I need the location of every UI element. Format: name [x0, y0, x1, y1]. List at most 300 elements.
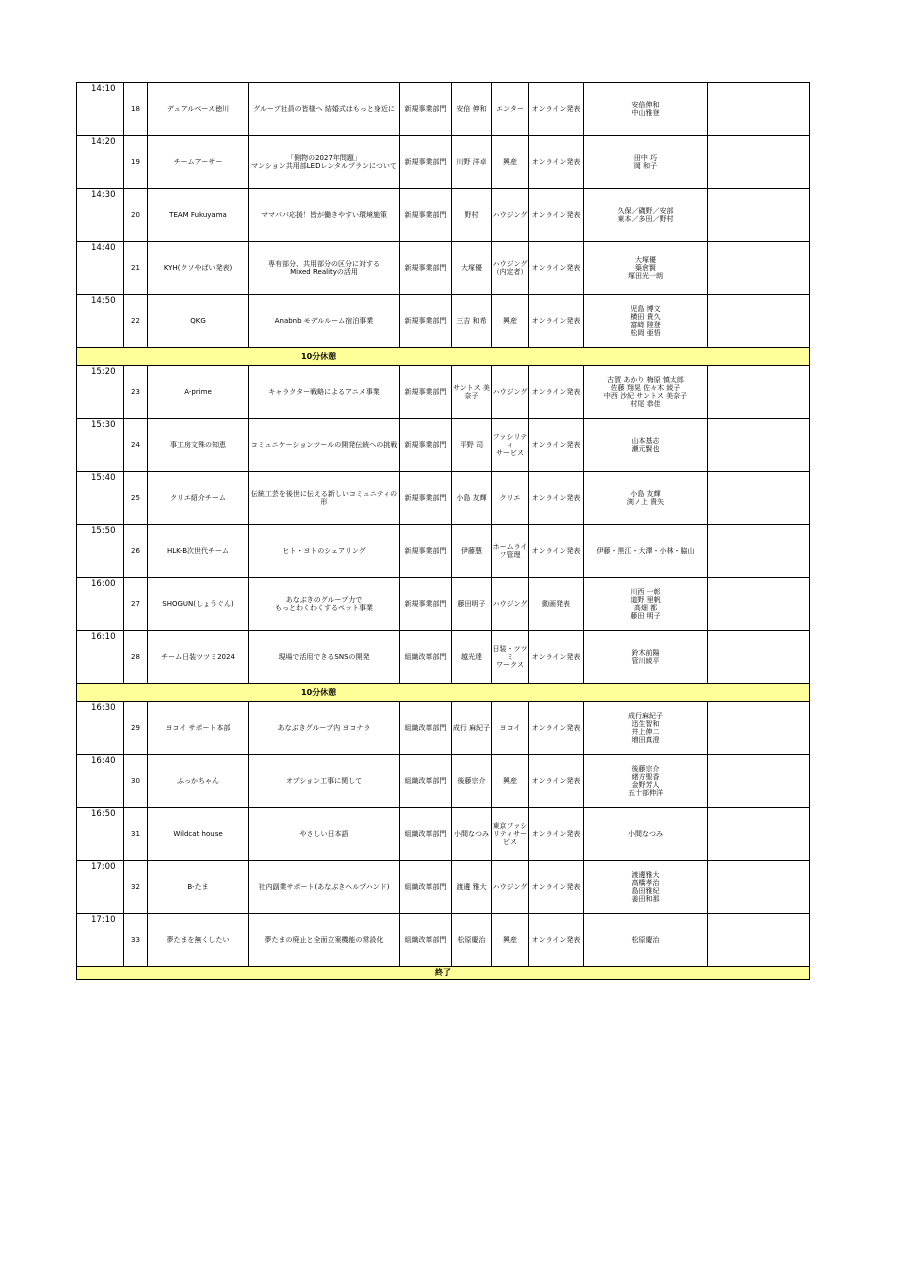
time-cell [77, 861, 124, 914]
notes-cell [708, 136, 810, 189]
format-text: オンライン発表 [531, 830, 581, 838]
schedule-row [77, 472, 810, 525]
theme-text: 夢たまの廃止と全面立案機能の常設化 [264, 936, 384, 944]
time-text: 16:40 [91, 756, 116, 766]
team-text: 夢たまを無くしたい [166, 936, 230, 944]
time-text: 16:00 [91, 579, 116, 589]
department-cell [400, 419, 452, 472]
team-text: デュアルベース徳川 [166, 105, 230, 113]
format-cell [529, 914, 584, 967]
schedule-row [77, 755, 810, 808]
schedule-row [77, 525, 810, 578]
format-text: オンライン発表 [531, 441, 581, 449]
number-cell [124, 702, 148, 755]
company-text: 興産 [503, 936, 517, 944]
leader-cell [452, 295, 492, 348]
notes-cell [708, 861, 810, 914]
theme-cell [249, 472, 400, 525]
leader-text: 平野 司 [459, 441, 484, 449]
number-text: 22 [131, 317, 140, 325]
department-text: 新規事業部門 [404, 158, 447, 166]
end-label: 終了 [77, 967, 810, 980]
time-text: 15:50 [91, 526, 116, 536]
schedule-row [77, 295, 810, 348]
members-text: 成行麻紀子 迅生智和 井上伸二 増田真澄 [628, 712, 663, 744]
department-text: 新規事業部門 [404, 211, 447, 219]
number-cell [124, 525, 148, 578]
format-text: オンライン発表 [531, 158, 581, 166]
time-cell [77, 83, 124, 136]
format-cell [529, 136, 584, 189]
company-text: ハウジング [492, 883, 528, 891]
leader-cell [452, 242, 492, 295]
team-cell [148, 808, 249, 861]
leader-cell [452, 755, 492, 808]
time-text: 14:30 [91, 190, 116, 200]
format-text: オンライン発表 [531, 653, 581, 661]
format-text: オンライン発表 [531, 547, 581, 555]
time-cell [77, 525, 124, 578]
members-cell [584, 295, 708, 348]
team-cell [148, 702, 249, 755]
schedule-row [77, 366, 810, 419]
theme-text: Anabnb モデルルーム宿泊事業 [274, 317, 374, 325]
company-cell [492, 702, 529, 755]
notes-cell [708, 472, 810, 525]
company-text: ハウジング [492, 600, 528, 608]
company-cell [492, 861, 529, 914]
schedule-row [77, 914, 810, 967]
team-text: A-prime [184, 388, 212, 396]
time-text: 15:30 [91, 420, 116, 430]
number-cell [124, 419, 148, 472]
leader-text: 藤田明子 [457, 600, 486, 608]
theme-text: コミュニケーションツールの開発伝統への挑戦 [250, 441, 398, 449]
theme-text: あなぶきのグループ力で もっとわくわくするペット事業 [275, 596, 373, 612]
time-cell [77, 914, 124, 967]
time-cell [77, 702, 124, 755]
leader-cell [452, 366, 492, 419]
theme-text: 専有部分、共用部分の区分に対する Mixed Realityの活用 [268, 260, 380, 276]
time-text: 16:30 [91, 703, 116, 713]
format-cell [529, 578, 584, 631]
number-text: 21 [131, 264, 140, 272]
format-cell [529, 472, 584, 525]
format-cell [529, 525, 584, 578]
schedule-row [77, 419, 810, 472]
notes-cell [708, 914, 810, 967]
schedule-row [77, 578, 810, 631]
department-text: 組織改革部門 [404, 724, 447, 732]
time-text: 14:50 [91, 296, 116, 306]
number-cell [124, 578, 148, 631]
number-cell [124, 242, 148, 295]
department-cell [400, 83, 452, 136]
team-text: TEAM Fukuyama [169, 211, 227, 219]
number-text: 31 [131, 830, 140, 838]
team-text: ヨコイ サポート本部 [165, 724, 231, 732]
department-cell [400, 242, 452, 295]
members-cell [584, 419, 708, 472]
company-text: 興産 [503, 777, 517, 785]
members-cell [584, 366, 708, 419]
department-text: 組織改革部門 [404, 830, 447, 838]
format-cell [529, 295, 584, 348]
company-text: 日装・ツツミ ワークス [492, 645, 528, 669]
time-cell [77, 631, 124, 684]
schedule-row [77, 242, 810, 295]
team-cell [148, 136, 249, 189]
theme-text: キャラクター戦略によるアニメ事業 [268, 388, 380, 396]
team-cell [148, 755, 249, 808]
notes-cell [708, 419, 810, 472]
members-text: 鈴木前陽 管川綾平 [631, 649, 660, 665]
break-row [77, 348, 810, 366]
number-cell [124, 189, 148, 242]
number-text: 24 [131, 441, 140, 449]
team-cell [148, 914, 249, 967]
members-cell [584, 525, 708, 578]
members-text: 安倍伸和 中山雅登 [631, 101, 660, 117]
members-cell [584, 242, 708, 295]
leader-cell [452, 631, 492, 684]
leader-text: 後藤宗介 [457, 777, 486, 785]
number-text: 32 [131, 883, 140, 891]
team-cell [148, 189, 249, 242]
schedule-row [77, 702, 810, 755]
department-text: 組織改革部門 [404, 653, 447, 661]
format-cell [529, 755, 584, 808]
department-cell [400, 578, 452, 631]
team-text: クリエ紹介チーム [170, 494, 226, 502]
theme-cell [249, 702, 400, 755]
company-text: ハウジング [492, 388, 528, 396]
format-cell [529, 861, 584, 914]
schedule-table [76, 82, 810, 980]
leader-cell [452, 472, 492, 525]
leader-cell [452, 578, 492, 631]
team-text: HLK-B次世代チーム [166, 547, 230, 555]
number-cell [124, 631, 148, 684]
break-label: 10分休憩 [77, 348, 810, 366]
number-text: 28 [131, 653, 140, 661]
schedule-row [77, 861, 810, 914]
company-text: 東京ファシ リティサー ビス [492, 822, 528, 846]
members-text: 小間なつみ [628, 830, 663, 838]
company-cell [492, 295, 529, 348]
members-cell [584, 808, 708, 861]
company-text: ハウジング [492, 211, 528, 219]
end-row [77, 967, 810, 980]
leader-cell [452, 189, 492, 242]
schedule-row [77, 631, 810, 684]
department-cell [400, 808, 452, 861]
leader-cell [452, 914, 492, 967]
team-text: Wildcat house [173, 830, 223, 838]
members-cell [584, 136, 708, 189]
company-text: エンター [496, 105, 524, 113]
members-text: 久保／磯野／安部 東本／多田／野村 [617, 207, 674, 223]
number-text: 20 [131, 211, 140, 219]
theme-cell [249, 631, 400, 684]
company-cell [492, 242, 529, 295]
time-text: 16:50 [91, 809, 116, 819]
format-text: オンライン発表 [531, 388, 581, 396]
members-text: 田中 巧 岡 和子 [633, 154, 658, 170]
time-cell [77, 755, 124, 808]
company-text: 興産 [503, 158, 517, 166]
team-text: QKG [190, 317, 206, 325]
leader-text: サントス 美奈子 [453, 384, 490, 400]
time-cell [77, 295, 124, 348]
number-text: 18 [131, 105, 140, 113]
leader-text: 成行 麻紀子 [452, 724, 491, 732]
notes-cell [708, 242, 810, 295]
format-text: オンライン発表 [531, 105, 581, 113]
notes-cell [708, 189, 810, 242]
time-text: 17:00 [91, 862, 116, 872]
department-text: 新規事業部門 [404, 600, 447, 608]
leader-text: 越光達 [461, 653, 482, 661]
members-text: 古賀 あかり 梅原 慎太郎 佐藤 翔晃 佐々木 綾子 中西 沙紀 サントス 美奈子 村尾 恭佳 [603, 376, 688, 408]
theme-cell [249, 808, 400, 861]
time-cell [77, 578, 124, 631]
number-cell [124, 914, 148, 967]
company-text: ホームライ フ管理 [492, 543, 528, 559]
time-cell [77, 242, 124, 295]
leader-text: 渡邊 雅大 [456, 883, 487, 891]
schedule-row [77, 808, 810, 861]
time-cell [77, 366, 124, 419]
time-text: 16:10 [91, 632, 116, 642]
leader-cell [452, 525, 492, 578]
team-text: SHOGUN(しょうぐん) [162, 600, 234, 608]
company-cell [492, 525, 529, 578]
time-cell [77, 419, 124, 472]
time-cell [77, 189, 124, 242]
leader-cell [452, 136, 492, 189]
theme-cell [249, 189, 400, 242]
team-text: KYH(クソやばい発表) [163, 264, 233, 272]
format-text: オンライン発表 [531, 211, 581, 219]
theme-cell [249, 578, 400, 631]
team-cell [148, 419, 249, 472]
leader-text: 野村 [464, 211, 479, 219]
company-cell [492, 755, 529, 808]
department-cell [400, 136, 452, 189]
department-text: 組織改革部門 [404, 936, 447, 944]
department-text: 新規事業部門 [404, 547, 447, 555]
number-cell [124, 472, 148, 525]
number-text: 23 [131, 388, 140, 396]
format-text: オンライン発表 [531, 264, 581, 272]
leader-cell [452, 702, 492, 755]
schedule-row [77, 189, 810, 242]
format-text: オンライン発表 [531, 317, 581, 325]
company-cell [492, 366, 529, 419]
number-text: 30 [131, 777, 140, 785]
department-cell [400, 631, 452, 684]
team-text: 事工房文殊の知恵 [170, 441, 226, 449]
time-text: 14:40 [91, 243, 116, 253]
theme-text: やさしい日本語 [299, 830, 349, 838]
department-cell [400, 525, 452, 578]
number-cell [124, 83, 148, 136]
department-text: 新規事業部門 [404, 264, 447, 272]
number-text: 33 [131, 936, 140, 944]
notes-cell [708, 631, 810, 684]
members-cell [584, 861, 708, 914]
leader-text: 安倍 伸和 [456, 105, 487, 113]
company-cell [492, 578, 529, 631]
schedule-body [77, 83, 810, 980]
theme-text: ヒト・ヨトのシェアリング [282, 547, 366, 555]
members-text: 川西 一彰 道野 里帆 高畑 都 藤田 明子 [630, 588, 661, 620]
department-cell [400, 189, 452, 242]
theme-text: 現場で活用できるSNSの開発 [278, 653, 370, 661]
number-cell [124, 366, 148, 419]
members-cell [584, 578, 708, 631]
company-text: ヨコイ [499, 724, 521, 732]
team-cell [148, 295, 249, 348]
number-text: 25 [131, 494, 140, 502]
time-text: 15:40 [91, 473, 116, 483]
theme-text: あなぶきグループ内 ヨコナラ [277, 724, 371, 732]
break-label: 10分休憩 [77, 684, 810, 702]
time-cell [77, 136, 124, 189]
theme-text: ママパパ応援！皆が働きやすい環境施策 [261, 211, 387, 219]
team-cell [148, 366, 249, 419]
members-cell [584, 914, 708, 967]
number-cell [124, 295, 148, 348]
company-text: クリエ [499, 494, 521, 502]
department-cell [400, 861, 452, 914]
members-cell [584, 83, 708, 136]
team-text: B-たま [187, 883, 209, 891]
notes-cell [708, 702, 810, 755]
leader-text: 小島 友輝 [456, 494, 487, 502]
format-cell [529, 702, 584, 755]
members-cell [584, 472, 708, 525]
company-text: ハウジング （内定者） [492, 260, 528, 276]
notes-cell [708, 366, 810, 419]
members-cell [584, 755, 708, 808]
leader-text: 伊藤慧 [461, 547, 482, 555]
company-text: 興産 [503, 317, 517, 325]
members-text: 山本基志 瀬元賢也 [631, 437, 660, 453]
time-cell [77, 808, 124, 861]
company-cell [492, 136, 529, 189]
team-cell [148, 242, 249, 295]
time-text: 17:10 [91, 915, 116, 925]
department-cell [400, 702, 452, 755]
leader-text: 三吉 和希 [456, 317, 487, 325]
notes-cell [708, 578, 810, 631]
theme-cell [249, 525, 400, 578]
department-cell [400, 472, 452, 525]
members-text: 渡邊雅大 高橋孝治 島田雅紀 姜田和那 [631, 871, 660, 903]
theme-cell [249, 136, 400, 189]
time-text: 14:10 [91, 84, 116, 94]
leader-cell [452, 419, 492, 472]
theme-text: 伝統工芸を後世に伝える新しいコミュニティの形 [250, 490, 398, 506]
format-cell [529, 419, 584, 472]
theme-cell [249, 295, 400, 348]
team-cell [148, 861, 249, 914]
notes-cell [708, 525, 810, 578]
leader-text: 大塚優 [461, 264, 482, 272]
leader-cell [452, 808, 492, 861]
format-cell [529, 189, 584, 242]
format-text: 動画発表 [542, 600, 570, 608]
department-text: 新規事業部門 [404, 441, 447, 449]
theme-text: グループ社員の皆様へ 結婚式はもっと身近に [253, 105, 395, 113]
notes-cell [708, 295, 810, 348]
number-cell [124, 861, 148, 914]
company-cell [492, 914, 529, 967]
schedule-row [77, 83, 810, 136]
number-text: 27 [131, 600, 140, 608]
format-cell [529, 631, 584, 684]
department-cell [400, 366, 452, 419]
leader-text: 川野 洋卓 [456, 158, 487, 166]
format-text: オンライン発表 [531, 936, 581, 944]
theme-cell [249, 861, 400, 914]
notes-cell [708, 808, 810, 861]
members-cell [584, 702, 708, 755]
notes-cell [708, 83, 810, 136]
department-text: 新規事業部門 [404, 105, 447, 113]
number-cell [124, 755, 148, 808]
theme-cell [249, 242, 400, 295]
company-cell [492, 631, 529, 684]
department-cell [400, 295, 452, 348]
members-text: 大塚優 築倉賢 塚田光一朗 [628, 256, 663, 280]
format-text: オンライン発表 [531, 724, 581, 732]
theme-cell [249, 419, 400, 472]
number-cell [124, 808, 148, 861]
format-text: オンライン発表 [531, 777, 581, 785]
team-cell [148, 83, 249, 136]
format-text: オンライン発表 [531, 883, 581, 891]
department-cell [400, 914, 452, 967]
team-text: チーム日装ツツミ2024 [161, 653, 235, 661]
format-cell [529, 366, 584, 419]
company-cell [492, 419, 529, 472]
theme-cell [249, 83, 400, 136]
team-cell [148, 578, 249, 631]
members-cell [584, 189, 708, 242]
team-cell [148, 525, 249, 578]
theme-text: 社内副業サポート(あなぶきヘルプハンド) [258, 883, 390, 891]
theme-cell [249, 755, 400, 808]
theme-text: オプション工事に関して [285, 777, 363, 785]
team-text: ふっかちゃん [177, 777, 219, 785]
department-text: 新規事業部門 [404, 317, 447, 325]
format-cell [529, 83, 584, 136]
company-cell [492, 83, 529, 136]
department-cell [400, 755, 452, 808]
theme-cell [249, 914, 400, 967]
department-text: 新規事業部門 [404, 494, 447, 502]
members-text: 後藤宗介 緒方聖香 金野芳人 五十部伸洋 [628, 765, 663, 797]
members-text: 伊藤・黒江・大澤・小林・脇山 [596, 547, 695, 555]
department-text: 新規事業部門 [404, 388, 447, 396]
team-cell [148, 472, 249, 525]
theme-cell [249, 366, 400, 419]
company-cell [492, 472, 529, 525]
members-text: 小島 友輝 渕ノ上 貴矢 [626, 490, 665, 506]
